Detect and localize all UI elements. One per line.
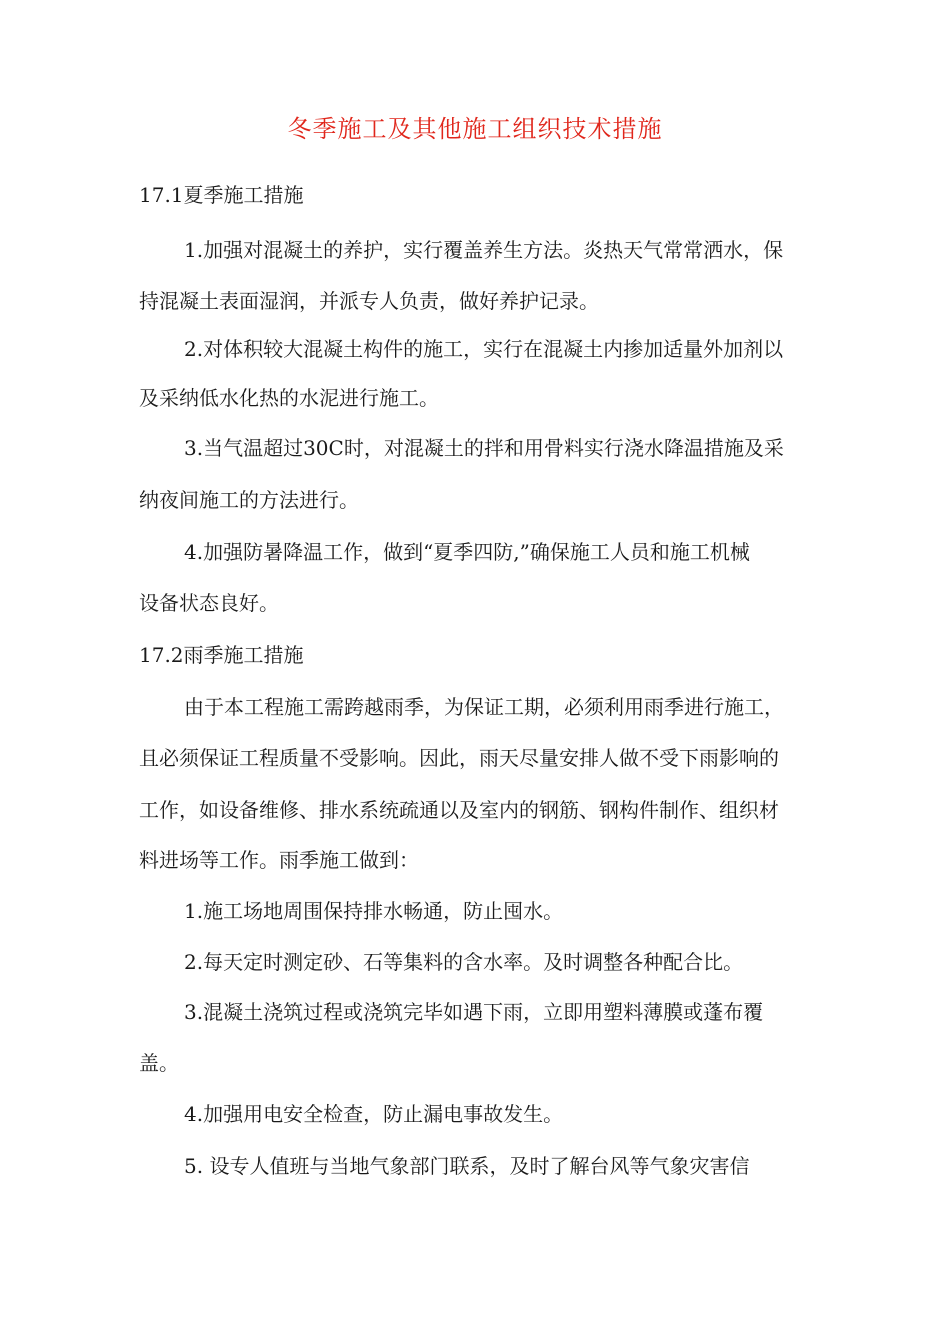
paragraph-line: 2.对体积较大混凝土构件的施工，实行在混凝土内掺加适量外加剂以: [184, 337, 784, 361]
paragraph-line: 持混凝土表面湿润，并派专人负责，做好养护记录。: [139, 289, 599, 313]
section-heading-rainy: 17.2雨季施工措施: [139, 643, 304, 667]
paragraph-line: 4.加强防暑降温工作，做到“夏季四防,”确保施工人员和施工机械: [184, 540, 750, 564]
paragraph-line: 1.施工场地周围保持排水畅通，防止囤水。: [184, 899, 564, 923]
paragraph-line: 3.当气温超过30C时，对混凝土的拌和用骨料实行浇水降温措施及采: [184, 436, 784, 460]
paragraph-line: 由于本工程施工需跨越雨季，为保证工期，必须利用雨季进行施工，: [184, 695, 784, 719]
paragraph-line: 5. 设专人值班与当地气象部门联系，及时了解台风等气象灾害信: [184, 1154, 750, 1178]
paragraph-line: 工作，如设备维修、排水系统疏通以及室内的钢筋、钢构件制作、组织材: [139, 798, 779, 822]
paragraph-line: 设备状态良好。: [139, 591, 279, 615]
paragraph-line: 4.加强用电安全检查，防止漏电事故发生。: [184, 1102, 564, 1126]
paragraph-line: 且必须保证工程质量不受影响。因此，雨天尽量安排人做不受下雨影响的: [139, 746, 779, 770]
paragraph-line: 2.每天定时测定砂、石等集料的含水率。及时调整各种配合比。: [184, 950, 744, 974]
paragraph-line: 料进场等工作。雨季施工做到：: [139, 848, 419, 872]
paragraph-line: 及采纳低水化热的水泥进行施工。: [139, 386, 439, 410]
document-title: 冬季施工及其他施工组织技术措施: [287, 115, 663, 143]
paragraph-line: 3.混凝土浇筑过程或浇筑完毕如遇下雨，立即用塑料薄膜或蓬布覆: [184, 1000, 764, 1024]
paragraph-line: 1.加强对混凝土的养护，实行覆盖养生方法。炎热天气常常洒水，保: [184, 238, 784, 262]
paragraph-line: 盖。: [139, 1051, 179, 1075]
section-heading-summer: 17.1夏季施工措施: [139, 183, 304, 207]
paragraph-line: 纳夜间施工的方法进行。: [139, 488, 359, 512]
